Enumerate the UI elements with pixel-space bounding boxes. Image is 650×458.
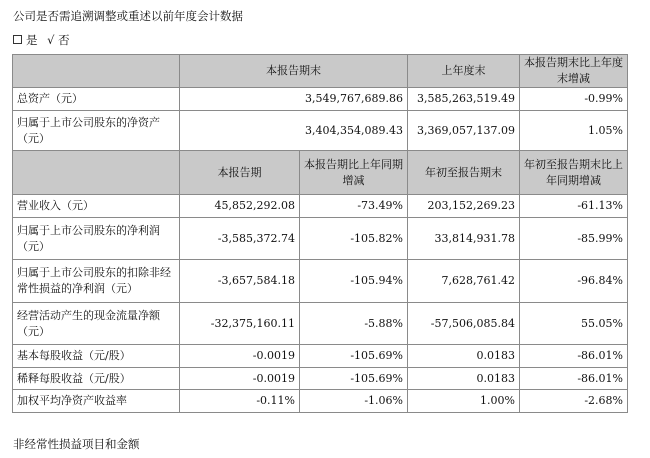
cell-value: 1.05% — [520, 111, 628, 151]
cell-value: -3,657,584.18 — [180, 260, 300, 303]
header-current-period: 本报告期 — [180, 151, 300, 195]
cell-value: -105.82% — [300, 218, 408, 260]
cell-value: -3,585,372.74 — [180, 218, 300, 260]
cell-value: 3,549,767,689.86 — [180, 88, 408, 111]
cell-value: -1.06% — [300, 390, 408, 413]
cell-value: -73.49% — [300, 195, 408, 218]
cell-value: 45,852,292.08 — [180, 195, 300, 218]
cell-value: 7,628,761.42 — [408, 260, 520, 303]
row-label: 经营活动产生的现金流量净额（元） — [13, 303, 180, 345]
cell-value: -57,506,085.84 — [408, 303, 520, 345]
cell-value: 3,585,263,519.49 — [408, 88, 520, 111]
cell-value: -2.68% — [520, 390, 628, 413]
cell-value: -105.69% — [300, 368, 408, 390]
cell-value: -86.01% — [520, 345, 628, 368]
choice-yes: 是 — [26, 33, 38, 47]
cell-value: -96.84% — [520, 260, 628, 303]
table-row — [13, 218, 628, 260]
table-row — [13, 195, 628, 218]
cell-value: 3,369,057,137.09 — [408, 111, 520, 151]
cell-value: -61.13% — [520, 195, 628, 218]
header-blank-cell — [13, 151, 180, 195]
table-row — [13, 390, 628, 413]
cell-value: -32,375,160.11 — [180, 303, 300, 345]
section-footer-heading: 非经常性损益项目和金额 — [13, 437, 140, 451]
cell-value: 203,152,269.23 — [408, 195, 520, 218]
cell-value: -0.0019 — [180, 368, 300, 390]
table-row — [13, 303, 628, 345]
bottom-header-row — [13, 151, 628, 195]
cell-value: -0.11% — [180, 390, 300, 413]
header-ytd: 年初至报告期末 — [408, 151, 520, 195]
row-label: 归属于上市公司股东的扣除非经常性损益的净利润（元） — [13, 260, 180, 303]
cell-value: -105.69% — [300, 345, 408, 368]
choice-no: 否 — [58, 33, 70, 47]
table-row — [13, 345, 628, 368]
header-prior-year-end: 上年度末 — [408, 55, 520, 88]
unchecked-box-icon — [13, 35, 22, 44]
cell-value: 1.00% — [408, 390, 520, 413]
table-row — [13, 111, 628, 151]
cell-value: 3,404,354,089.43 — [180, 111, 408, 151]
financial-data-table — [12, 54, 628, 413]
header-blank-cell — [13, 55, 180, 88]
table-row — [13, 260, 628, 303]
check-mark: √ — [47, 33, 55, 47]
row-label: 加权平均净资产收益率 — [13, 390, 180, 413]
cell-value: -5.88% — [300, 303, 408, 345]
header-period-end: 本报告期末 — [180, 55, 408, 88]
restatement-choice — [13, 32, 70, 48]
row-label: 基本每股收益（元/股） — [13, 345, 180, 368]
section-heading: 公司是否需追溯调整或重述以前年度会计数据 — [13, 9, 243, 23]
header-ytd-change-yoy: 年初至报告期末比上年同期增减 — [520, 151, 628, 195]
header-change-yoy: 本报告期比上年同期增减 — [300, 151, 408, 195]
row-label: 归属于上市公司股东的净资产（元） — [13, 111, 180, 151]
table-row — [13, 88, 628, 111]
cell-value: -105.94% — [300, 260, 408, 303]
cell-value: 55.05% — [520, 303, 628, 345]
row-label: 稀释每股收益（元/股） — [13, 368, 180, 390]
cell-value: 0.0183 — [408, 368, 520, 390]
cell-value: -85.99% — [520, 218, 628, 260]
cell-value: -86.01% — [520, 368, 628, 390]
cell-value: -0.99% — [520, 88, 628, 111]
top-header-row — [13, 55, 628, 88]
table-row — [13, 368, 628, 390]
row-label: 归属于上市公司股东的净利润（元） — [13, 218, 180, 260]
cell-value: 0.0183 — [408, 345, 520, 368]
cell-value: -0.0019 — [180, 345, 300, 368]
header-change-vs-year-end: 本报告期末比上年度末增减 — [520, 55, 628, 88]
cell-value: 33,814,931.78 — [408, 218, 520, 260]
row-label: 总资产（元） — [13, 88, 180, 111]
row-label: 营业收入（元） — [13, 195, 180, 218]
